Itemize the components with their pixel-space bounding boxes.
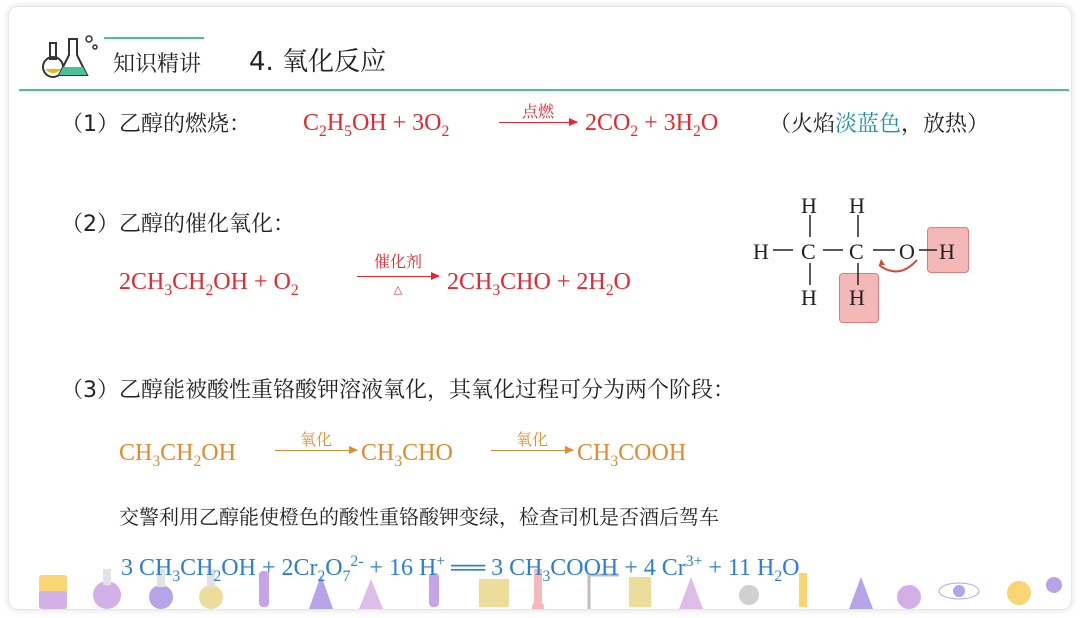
heat-symbol: △ — [393, 283, 403, 296]
combustion-reactants: $C_2H_5OH + 3O_2$ — [303, 110, 450, 140]
combustion-label: （1）乙醇的燃烧： — [61, 112, 251, 137]
combustion-note: （火焰淡蓝色，放热） — [769, 112, 990, 137]
header-divider — [19, 89, 1069, 91]
catalytic-label: （2）乙醇的催化氧化： — [61, 212, 295, 237]
stage2-acetaldehyde: $CH_3CHO$ — [361, 440, 453, 470]
combustion-arrow-label: 点燃 — [521, 102, 554, 121]
atom-h-top-left: H — [801, 193, 817, 218]
ethanol-structure — [749, 185, 979, 325]
slide — [8, 6, 1072, 610]
atom-c1: C — [801, 239, 816, 264]
atom-h-hydroxyl: H — [939, 239, 955, 264]
atom-h-top-right: H — [849, 193, 865, 218]
lab-flask-logo-icon — [41, 29, 103, 83]
breathalyzer-note: 交警利用乙醇能使橙色的酸性重铬酸钾变绿，检查司机是否酒后驾车 — [119, 505, 719, 529]
atom-c2: C — [849, 239, 864, 264]
acidic-label: （3）乙醇能被酸性重铬酸钾溶液氧化，其氧化过程可分为两个阶段： — [61, 378, 735, 403]
catalytic-products: $2CH_3CHO + 2H_2O$ — [447, 269, 631, 299]
oxidation-arrow-2: 氧化 — [491, 427, 573, 451]
catalytic-arrow — [357, 249, 439, 296]
header-tab-line — [104, 37, 204, 39]
atom-h-bottom-right: H — [849, 285, 865, 310]
stage3-acetic-acid: $CH_3COOH$ — [577, 440, 687, 470]
section-label: 知识精讲 — [113, 52, 202, 77]
catalyst-label: 催化剂 — [373, 252, 422, 271]
page-title: 4. 氧化反应 — [249, 47, 387, 77]
stage1-ethanol: $CH_3CH_2OH$ — [119, 440, 236, 470]
atom-h-bottom-left: H — [801, 285, 817, 310]
atom-o: O — [899, 239, 915, 264]
combustion-arrow — [499, 99, 577, 123]
combustion-products: $2CO_2 + 3H_2O$ — [585, 110, 719, 140]
oxidation-arrow-1: 氧化 — [275, 427, 357, 451]
dichromate-equation: 3 $CH_3CH_2OH + 2Cr_2O_7^{2-} + 16$ H+ ══ 3 $CH_3COOH + 4$ $Cr^{3+} + 11$ $H_2O$ — [121, 553, 800, 585]
atom-h-left: H — [753, 239, 769, 264]
catalytic-reactants: $2CH_3CH_2OH + O_2$ — [119, 269, 299, 299]
